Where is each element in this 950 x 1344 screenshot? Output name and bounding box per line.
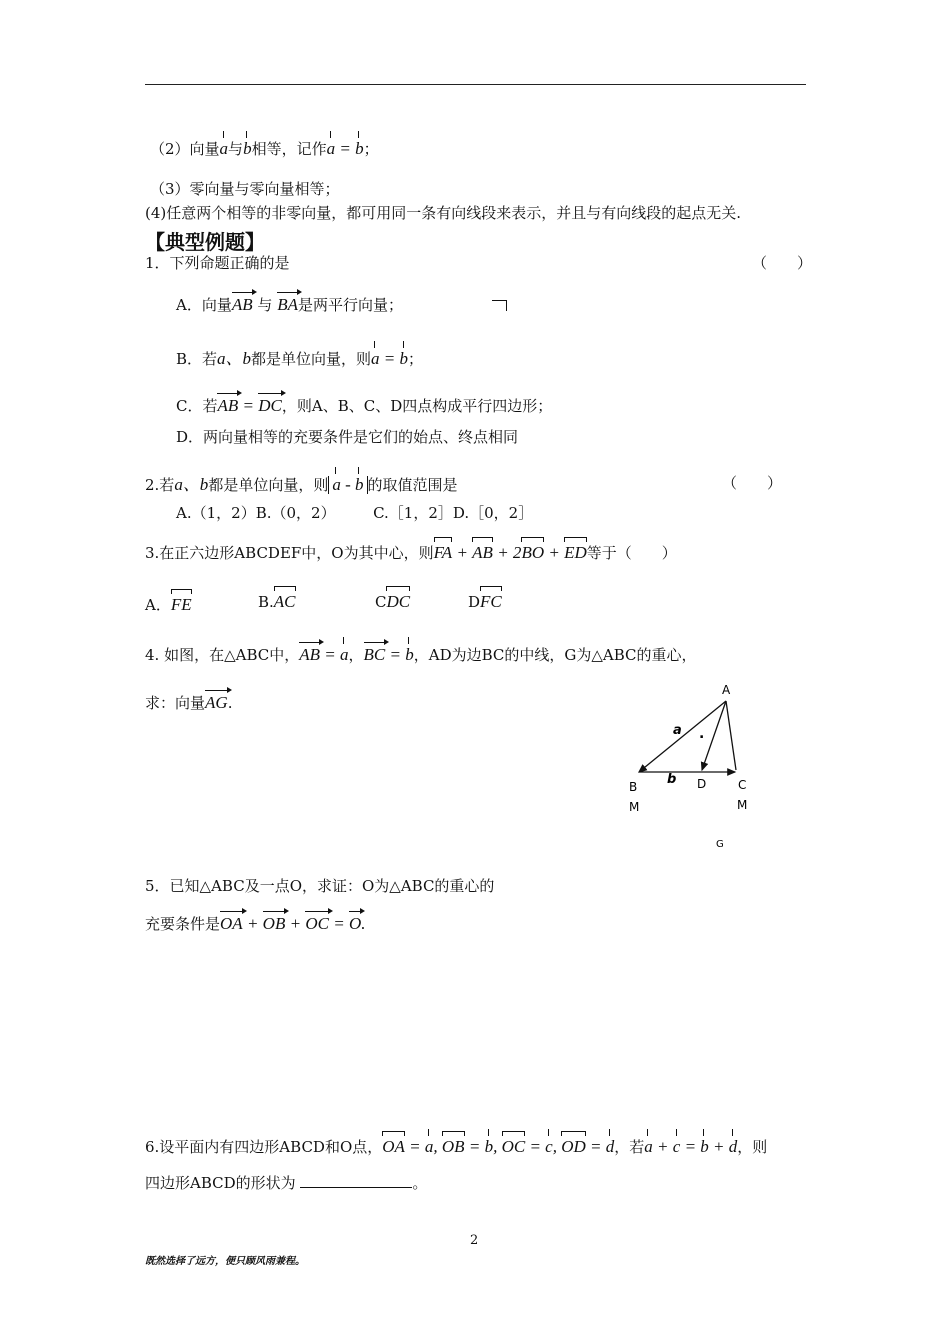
q5-line1: 5．已知△ABC及一点O，求证：O为△ABC的重心的	[145, 877, 495, 895]
q2-paren: （ ）	[722, 474, 783, 492]
label-d: D	[697, 777, 707, 791]
q3-option-a: A．FE	[145, 595, 192, 614]
q2-stem: 2.若a、b都是单位向量，则 a - b 的取值范围是	[145, 475, 458, 494]
label-b: B	[629, 780, 638, 794]
label-a: A	[722, 683, 731, 697]
footer-quote: 既然选择了远方，便只顾风雨兼程。	[145, 1256, 305, 1267]
q1-option-b: B．若a、b都是单位向量，则a = b；	[176, 349, 424, 368]
q5-line2: 充要条件是OA + OB + OC = O.	[145, 914, 366, 933]
section-title: 【典型例题】	[145, 230, 265, 254]
stray-mark	[492, 300, 507, 311]
triangle-figure	[615, 680, 775, 860]
q3-option-b: B.AC	[258, 592, 296, 611]
label-c: C	[738, 778, 747, 792]
q4-stem: 4. 如图，在△ABC中，AB = a，BC = b，AD为边BC的中线，G为△ABC的重心，	[145, 645, 697, 664]
label-vector-a: a	[673, 723, 682, 738]
q4-ask: 求：向量AG.	[145, 693, 233, 712]
label-vector-b: b	[667, 772, 677, 787]
label-m1: M	[629, 800, 640, 814]
q1-option-d: D．两向量相等的充要条件是它们的始点、终点相同	[176, 428, 519, 446]
page-number: 2	[470, 1233, 479, 1248]
header-rule	[145, 84, 806, 85]
q3-stem: 3.在正六边形ABCDEF中，O为其中心，则FA + AB + 2BO + ED等于（ ）	[145, 543, 677, 562]
rule-3: （3）零向量与零向量相等；	[150, 180, 340, 198]
q6-line2: 四边形ABCD的形状为 。	[145, 1174, 428, 1192]
answer-blank[interactable]	[300, 1173, 412, 1188]
rule-2: （2）向量a与b相等，记作a = b；	[150, 139, 379, 158]
q1-option-c: C．若AB = DC，则A、B、C、D四点构成平行四边形；	[176, 396, 553, 415]
q1-stem: 1．下列命题正确的是	[145, 254, 290, 272]
q1-option-a: A．向量AB 与 BA是两平行向量；	[176, 295, 403, 314]
rule-4: (4)任意两个相等的非零向量，都可用同一条有向线段来表示，并且与有向线段的起点无关.	[145, 204, 742, 222]
centroid-dot: .	[699, 726, 705, 742]
q6-line1: 6.设平面内有四边形ABCD和O点，OA = a, OB = b, OC = c, OD = d，若a + c = b + d，则	[145, 1137, 768, 1156]
label-m2: M	[737, 798, 748, 812]
label-g: G	[716, 839, 724, 850]
q3-option-d: DFC	[468, 592, 502, 611]
q2-options: A.（1，2）B.（0，2） C.［1，2］D.［0，2］	[176, 504, 534, 522]
side-ac-line	[726, 701, 736, 770]
q3-option-c: CDC	[375, 592, 411, 611]
vector-ab-line	[639, 701, 726, 772]
q1-paren: （ ）	[752, 254, 813, 272]
